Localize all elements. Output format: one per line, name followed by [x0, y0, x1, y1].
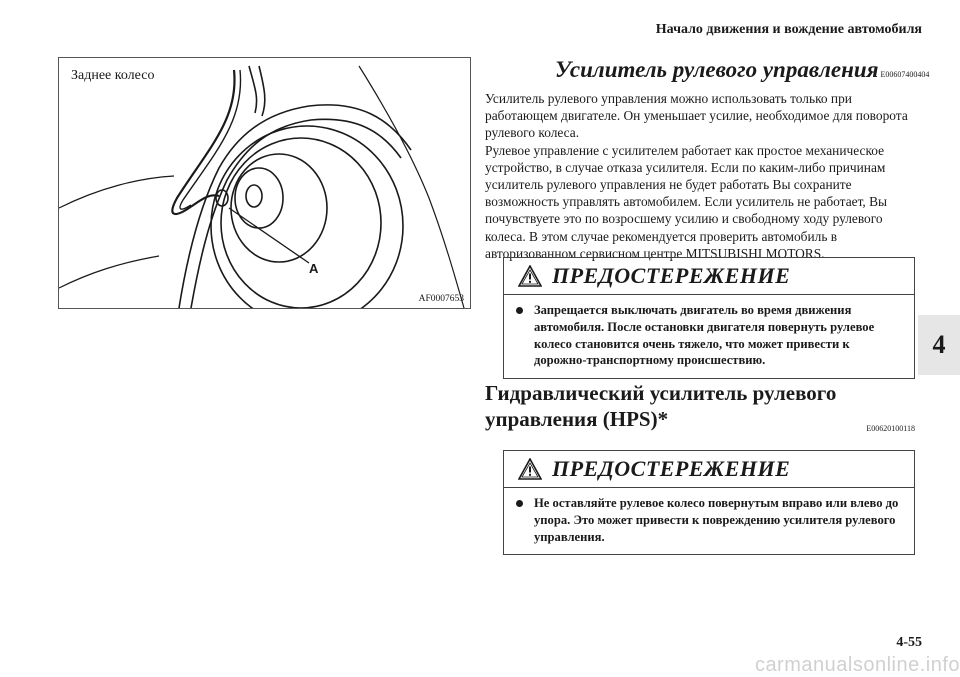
- warning-triangle-icon: [518, 265, 542, 287]
- body-paragraph: Усилитель рулевого управления можно использовать только при работающем двигателе. Он уменьшает усилие, необходимое для поворота рулевого колеса.: [485, 91, 908, 141]
- bullet-icon: [516, 500, 523, 507]
- section-title-hps: Гидравлический усилитель рулевого управления (HPS)*: [485, 381, 837, 431]
- watermark: carmanualsonline.info: [754, 654, 960, 676]
- warning-title: ПРЕДОСТЕРЕЖЕНИЕ: [552, 263, 791, 288]
- body-paragraph: Рулевое управление с усилителем работает как простое механическое устройство, в случае отказа усилителя. Если по каким-либо причинам усилитель рулевого управления не будет работать Вы сохраните возможность управлять автомобилем. Если усилитель не работает, Вы почувствуете это по возросшему усилию и свободному ходу рулевого колеса. В этом случае рекомендуется проверить автомобиль в авторизованном сервисном центре MITSUBISHI MOTORS.: [485, 142, 888, 261]
- chapter-tab: 4: [918, 315, 960, 375]
- warning-triangle-icon: [518, 458, 542, 480]
- rear-wheel-illustration: [59, 58, 470, 308]
- figure-caption: Заднее колесо: [71, 68, 155, 83]
- section-code: E00607400404: [880, 70, 930, 79]
- warning-header: [504, 258, 914, 295]
- section-title-power-steering: [555, 57, 929, 83]
- callout-label: A: [309, 261, 319, 276]
- section-code: E00620100118: [866, 424, 915, 433]
- warning-box: [503, 257, 915, 379]
- bullet-icon: [516, 307, 523, 314]
- figure-code: AF0007653: [418, 294, 464, 304]
- rear-wheel-figure: [58, 57, 471, 309]
- warning-title: ПРЕДОСТЕРЕЖЕНИЕ: [552, 456, 791, 481]
- section-title-text: Усилитель рулевого управления: [555, 57, 879, 82]
- warning-item: [504, 488, 914, 554]
- warning-header: [504, 451, 914, 488]
- section-body: [485, 90, 915, 262]
- page-header: Начало движения и вождение автомобиля: [655, 22, 922, 37]
- page-number: 4-55: [896, 635, 922, 650]
- warning-box: [503, 450, 915, 555]
- warning-text: Не оставляйте рулевое колесо повернутым вправо или влево до упора. Это может привести к повреждению усилителя рулевого управления.: [534, 496, 899, 544]
- warning-item: [504, 295, 914, 378]
- warning-text: Запрещается выключать двигатель во время движения автомобиля. После остановки двигателя повернуть рулевое колесо становится очень тяжело, что может привести к дорожно-транспортному происшествию.: [534, 303, 875, 368]
